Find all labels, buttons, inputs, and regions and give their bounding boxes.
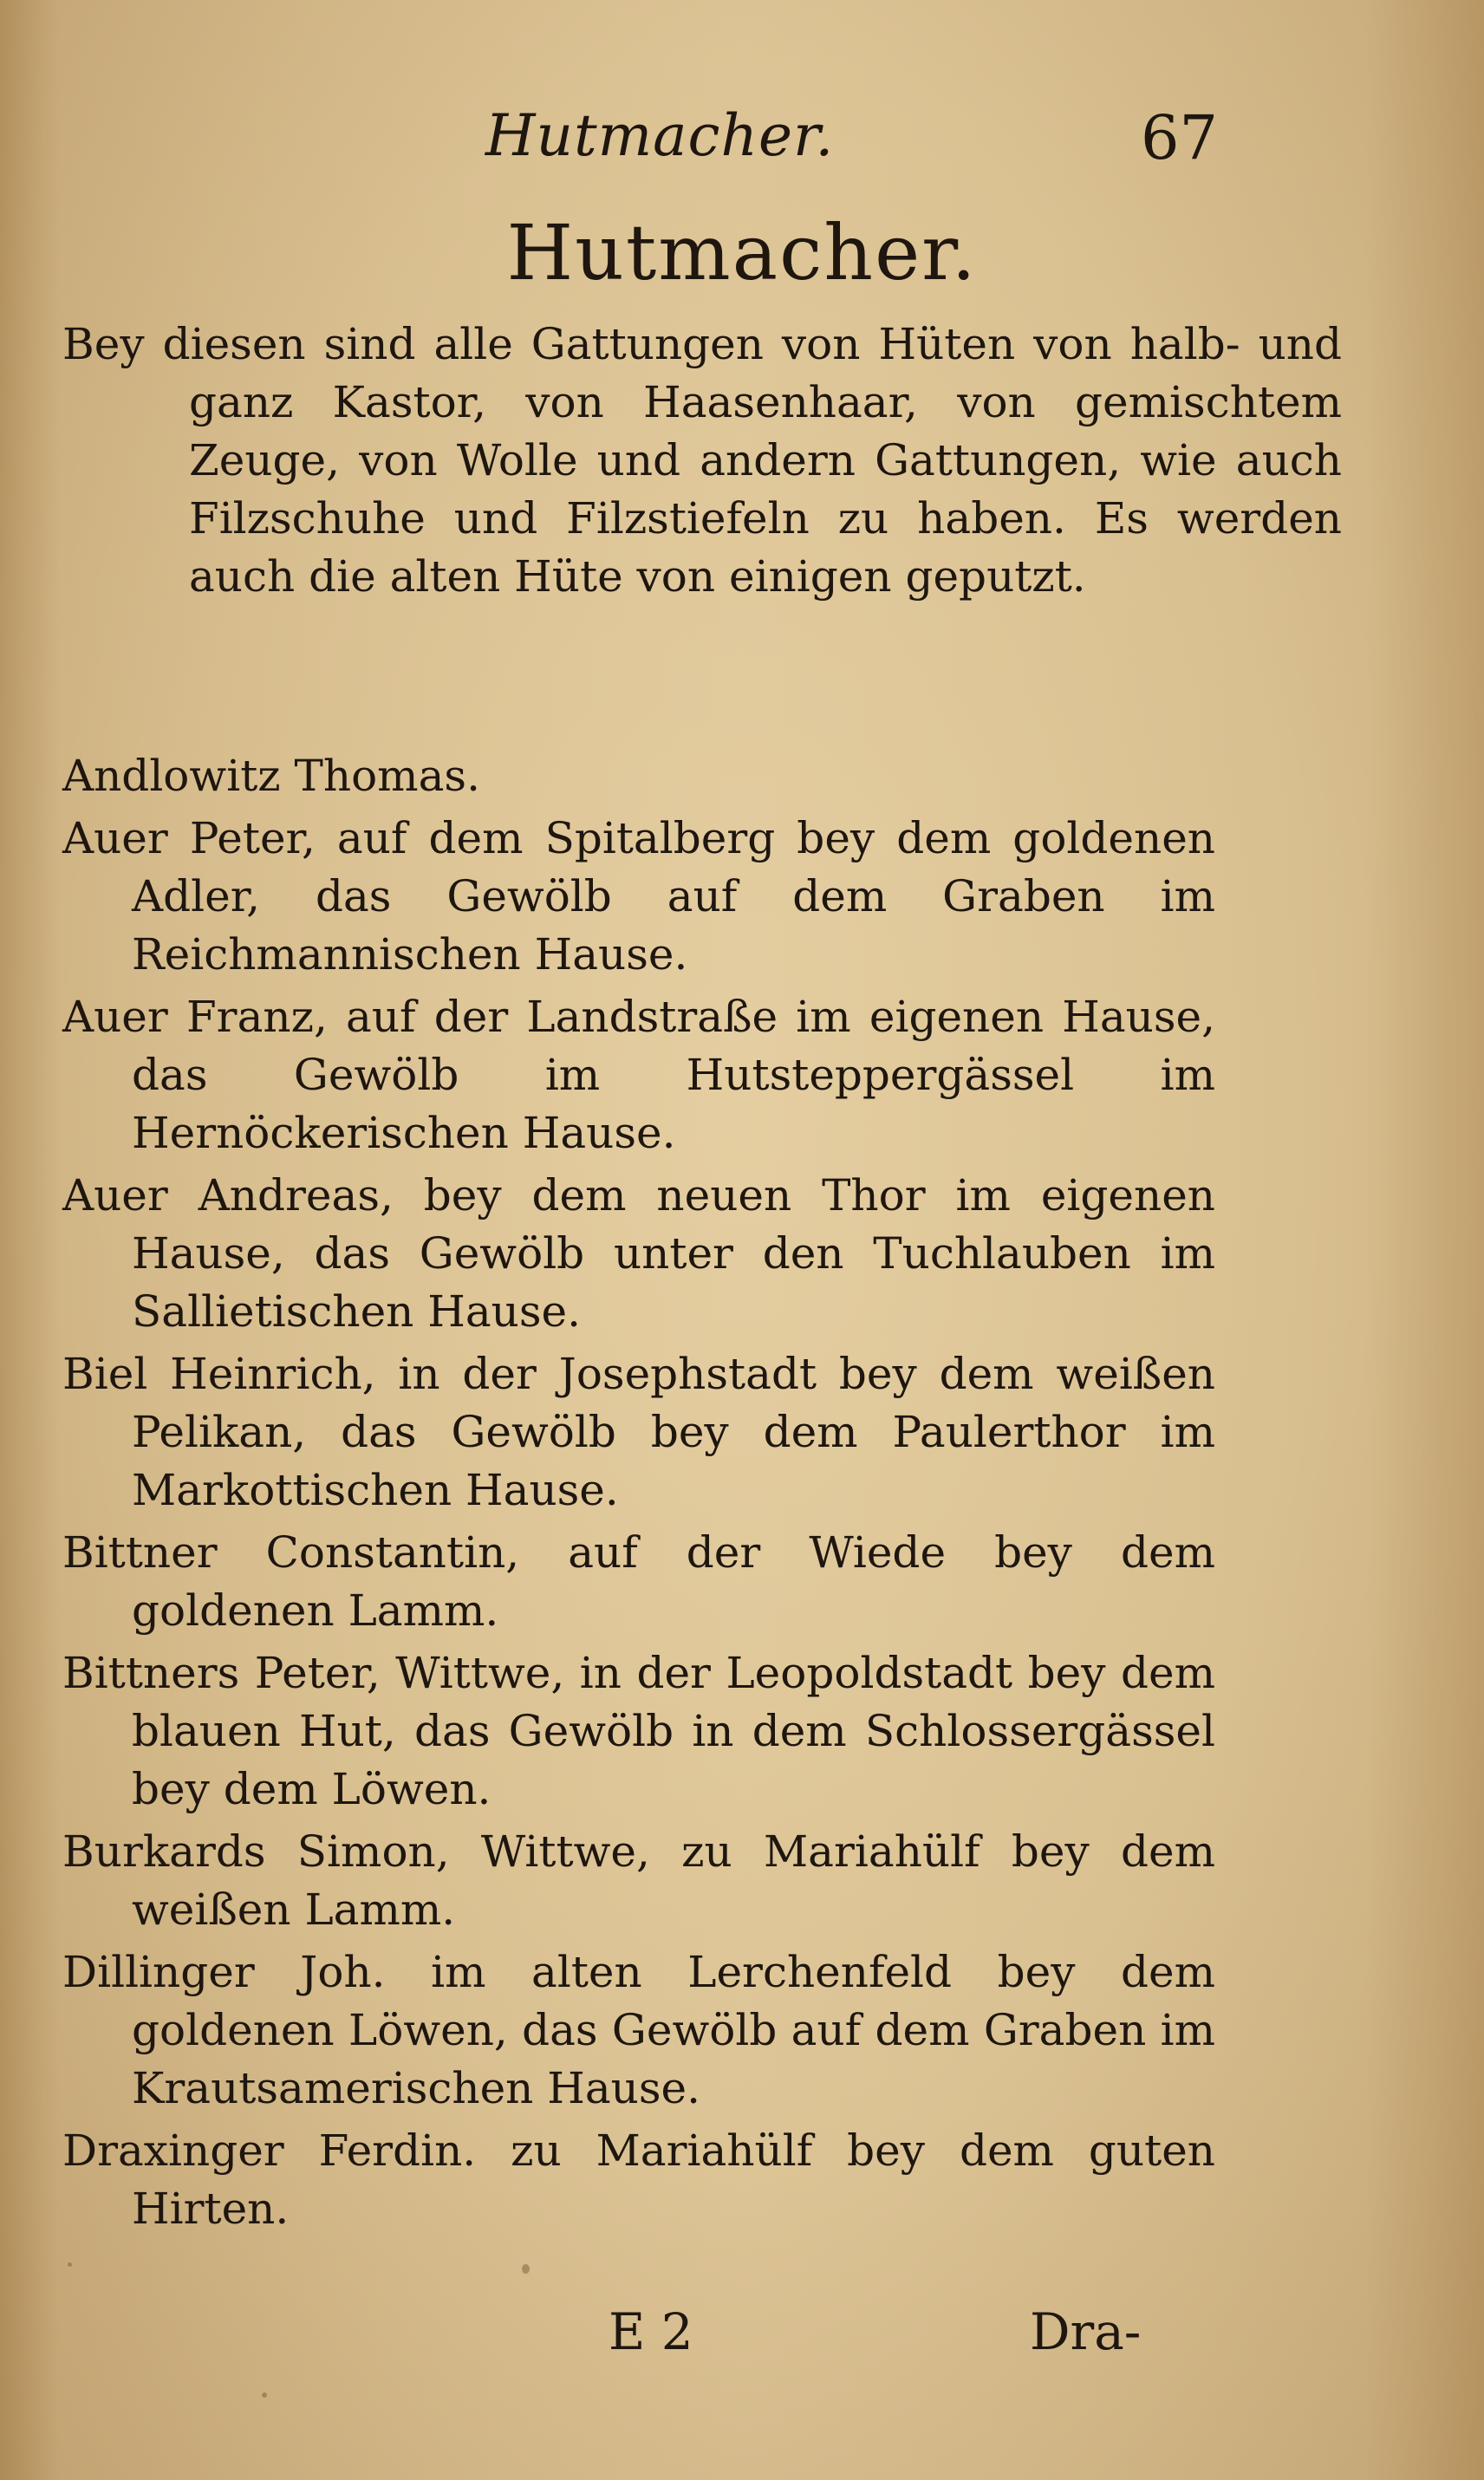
page-header [0, 102, 1484, 180]
directory-entry: Auer Peter, auf dem Spitalberg bey dem goldenen Adler, das Gewölb auf dem Graben im Reichmannischen Hause. [62, 813, 1215, 980]
directory-entry: Bittners Peter, Wittwe, in der Leopoldstadt bey dem blauen Hut, das Gewölb in dem Schlossergässel bey dem Löwen. [62, 1648, 1215, 1814]
section-title: Hutmacher. [506, 208, 978, 297]
directory-entry: Burkards Simon, Wittwe, zu Mariahülf bey dem weißen Lamm. [62, 1826, 1215, 1935]
directory-entries [62, 747, 1215, 2242]
directory-entry: Auer Franz, auf der Landstraße im eigenen Hause, das Gewölb im Hutsteppergässel im Hernöckerischen Hause. [62, 992, 1215, 1158]
ink-speck [68, 2262, 72, 2267]
directory-entry: Auer Andreas, bey dem neuen Thor im eigenen Hause, das Gewölb unter den Tuchlauben im Sallietischen Hause. [62, 1170, 1215, 1337]
ink-speck [262, 2392, 267, 2398]
signature-mark: E 2 [609, 2302, 693, 2361]
directory-entry: Dillinger Joh. im alten Lerchenfeld bey dem goldenen Löwen, das Gewölb auf dem Graben im Krautsamerischen Hause. [62, 1947, 1215, 2113]
directory-entry: Andlowitz Thomas. [62, 751, 480, 801]
ink-speck [522, 2264, 530, 2274]
directory-entry: Bittner Constantin, auf der Wiede bey dem goldenen Lamm. [62, 1527, 1215, 1636]
running-head: Hutmacher. [485, 102, 835, 169]
intro-paragraph: Bey diesen sind alle Gattungen von Hüten von halb- und ganz Kastor, von Haasenhaar, von gemischtem Zeuge, von Wolle und andern Gattungen, wie auch Filzschuhe und Filzstiefeln zu haben. Es werden auch die alten Hüte von einigen geputzt. [62, 319, 1342, 602]
catchword: Dra- [1030, 2302, 1142, 2361]
page-number: 67 [1141, 102, 1219, 173]
directory-entry: Draxinger Ferdin. zu Mariahülf bey dem guten Hirten. [62, 2125, 1215, 2234]
page-footer [0, 2302, 1484, 2372]
directory-entry: Biel Heinrich, in der Josephstadt bey dem weißen Pelikan, das Gewölb bey dem Paulerthor im Markottischen Hause. [62, 1349, 1215, 1515]
